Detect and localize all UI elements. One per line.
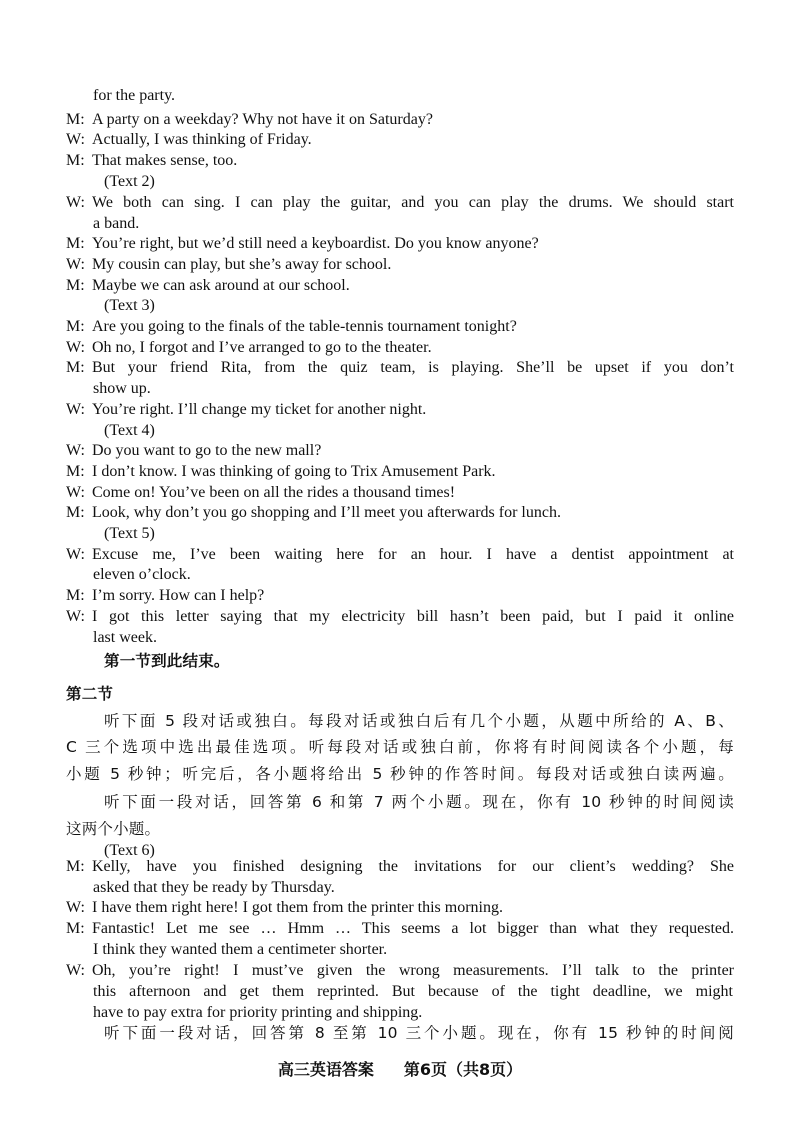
speaker-label: M: [66, 152, 85, 169]
dialogue-text: I have them right here! I got them from the printer this morning. [92, 899, 503, 916]
instruction-text: 小题 5 秒钟；听完后，各小题将给出 5 秒钟的作答时间。每段对话或独白读两遍。 [66, 765, 734, 783]
dialogue-text: Fantastic! Let me see … Hmm … This seems a lot bigger than what they requested. [92, 920, 734, 937]
dialogue-line [66, 462, 734, 482]
dialogue-text: Excuse me, I’ve been waiting here for an hour. I have a dentist appointment at [92, 546, 734, 563]
instruction-text: 听下面一段对话，回答第 6 和第 7 两个小题。现在，你有 10 秒钟的时间阅读 [104, 793, 734, 811]
speaker-label: W: [66, 401, 85, 418]
speaker-label: W: [66, 194, 85, 211]
instruction-text: 这两个小题。 [66, 820, 161, 838]
speaker-label: M: [66, 359, 85, 376]
dialogue-text: Come on! You’ve been on all the rides a thousand times! [92, 484, 456, 501]
speaker-label: M: [66, 277, 85, 294]
dialogue-continuation: show up. [93, 380, 151, 397]
dialogue-text: You’re right. I’ll change my ticket for another night. [92, 401, 427, 418]
instruction-text: C 三个选项中选出最佳选项。听每段对话或独白前，你将有时间阅读各个小题，每 [66, 738, 734, 756]
text-section-label: (Text 5) [104, 525, 155, 542]
dialogue-line [66, 441, 734, 461]
speaker-label: M: [66, 858, 85, 875]
dialogue-continuation: eleven o’clock. [93, 566, 191, 583]
dialogue-line [66, 276, 734, 296]
dialogue-text: Look, why don’t you go shopping and I’ll meet you afterwards for lunch. [92, 504, 561, 521]
speaker-label: M: [66, 111, 85, 128]
speaker-label: W: [66, 256, 85, 273]
speaker-label: W: [66, 962, 85, 979]
instruction-text: 第一节到此结束。 [104, 652, 230, 670]
dialogue-line [66, 193, 734, 213]
dialogue-line [66, 857, 734, 877]
dialogue-text: Do you want to go to the new mall? [92, 442, 322, 459]
footer-page-number: 第6页（共8页） [403, 1060, 523, 1079]
dialogue-line [66, 586, 734, 606]
instruction-text: 听下面一段对话，回答第 8 至第 10 三个小题。现在，你有 15 秒钟的时间阅 [104, 1024, 734, 1042]
speaker-label: M: [66, 463, 85, 480]
speaker-label: W: [66, 546, 85, 563]
dialogue-text: I’m sorry. How can I help? [92, 587, 265, 604]
dialogue-line [66, 919, 734, 939]
dialogue-text: Oh no, I forgot and I’ve arranged to go to the theater. [92, 339, 432, 356]
dialogue-continuation: asked that they be ready by Thursday. [93, 879, 335, 896]
dialogue-line [66, 483, 734, 503]
dialogue-line [66, 961, 734, 981]
dialogue-line [66, 317, 734, 337]
dialogue-line [66, 503, 734, 523]
text-section-label: (Text 4) [104, 422, 155, 439]
dialogue-line [66, 607, 734, 627]
dialogue-text: Kelly, have you finished designing the invitations for our client’s wedding? She [92, 858, 734, 875]
dialogue-line [66, 151, 734, 171]
dialogue-continuation: I think they wanted them a centimeter shorter. [93, 941, 388, 958]
dialogue-text: I don’t know. I was thinking of going to Trix Amusement Park. [92, 463, 496, 480]
dialogue-line [66, 898, 734, 918]
dialogue-line [66, 358, 734, 378]
dialogue-line [66, 130, 734, 150]
dialogue-continuation: this afternoon and get them reprinted. But because of the tight deadline, we might [93, 983, 733, 1000]
speaker-label: M: [66, 504, 85, 521]
instruction-text: 听下面 5 段对话或独白。每段对话或独白后有几个小题，从题中所给的 A、B、 [104, 712, 734, 730]
speaker-label: W: [66, 608, 85, 625]
text-section-label: (Text 3) [104, 297, 155, 314]
dialogue-text: Actually, I was thinking of Friday. [92, 131, 312, 148]
footer-subject: 高三英语答案 [277, 1060, 374, 1079]
dialogue-line [66, 400, 734, 420]
dialogue-line [66, 255, 734, 275]
speaker-label: W: [66, 484, 85, 501]
speaker-label: M: [66, 318, 85, 335]
dialogue-text: We both can sing. I can play the guitar, and you can play the drums. We should start [92, 194, 734, 211]
text-section-label: (Text 6) [104, 842, 155, 859]
speaker-label: W: [66, 899, 85, 916]
text-section-label: (Text 2) [104, 173, 155, 190]
dialogue-text: Oh, you’re right! I must’ve given the wrong measurements. I’ll talk to the printer [92, 962, 734, 979]
dialogue-text: Maybe we can ask around at our school. [92, 277, 350, 294]
page-footer [0, 1059, 800, 1081]
dialogue-continuation: for the party. [93, 87, 176, 104]
speaker-label: W: [66, 131, 85, 148]
dialogue-continuation: a band. [93, 215, 140, 232]
dialogue-line [66, 110, 734, 130]
dialogue-line [66, 545, 734, 565]
dialogue-line [66, 338, 734, 358]
dialogue-text: I got this letter saying that my electricity bill hasn’t been paid, but I paid it online [92, 608, 734, 625]
speaker-label: M: [66, 235, 85, 252]
section-heading: 第二节 [66, 685, 114, 703]
dialogue-line [66, 234, 734, 254]
dialogue-continuation: have to pay extra for priority printing and shipping. [93, 1004, 423, 1021]
speaker-label: M: [66, 587, 85, 604]
speaker-label: M: [66, 920, 85, 937]
dialogue-text: My cousin can play, but she’s away for school. [92, 256, 392, 273]
dialogue-text: But your friend Rita, from the quiz team, is playing. She’ll be upset if you don’t [92, 359, 734, 376]
dialogue-text: A party on a weekday? Why not have it on Saturday? [92, 111, 433, 128]
dialogue-text: You’re right, but we’d still need a keyboardist. Do you know anyone? [92, 235, 539, 252]
dialogue-text: Are you going to the finals of the table-tennis tournament tonight? [92, 318, 517, 335]
dialogue-continuation: last week. [93, 629, 157, 646]
speaker-label: W: [66, 442, 85, 459]
speaker-label: W: [66, 339, 85, 356]
dialogue-text: That makes sense, too. [92, 152, 238, 169]
